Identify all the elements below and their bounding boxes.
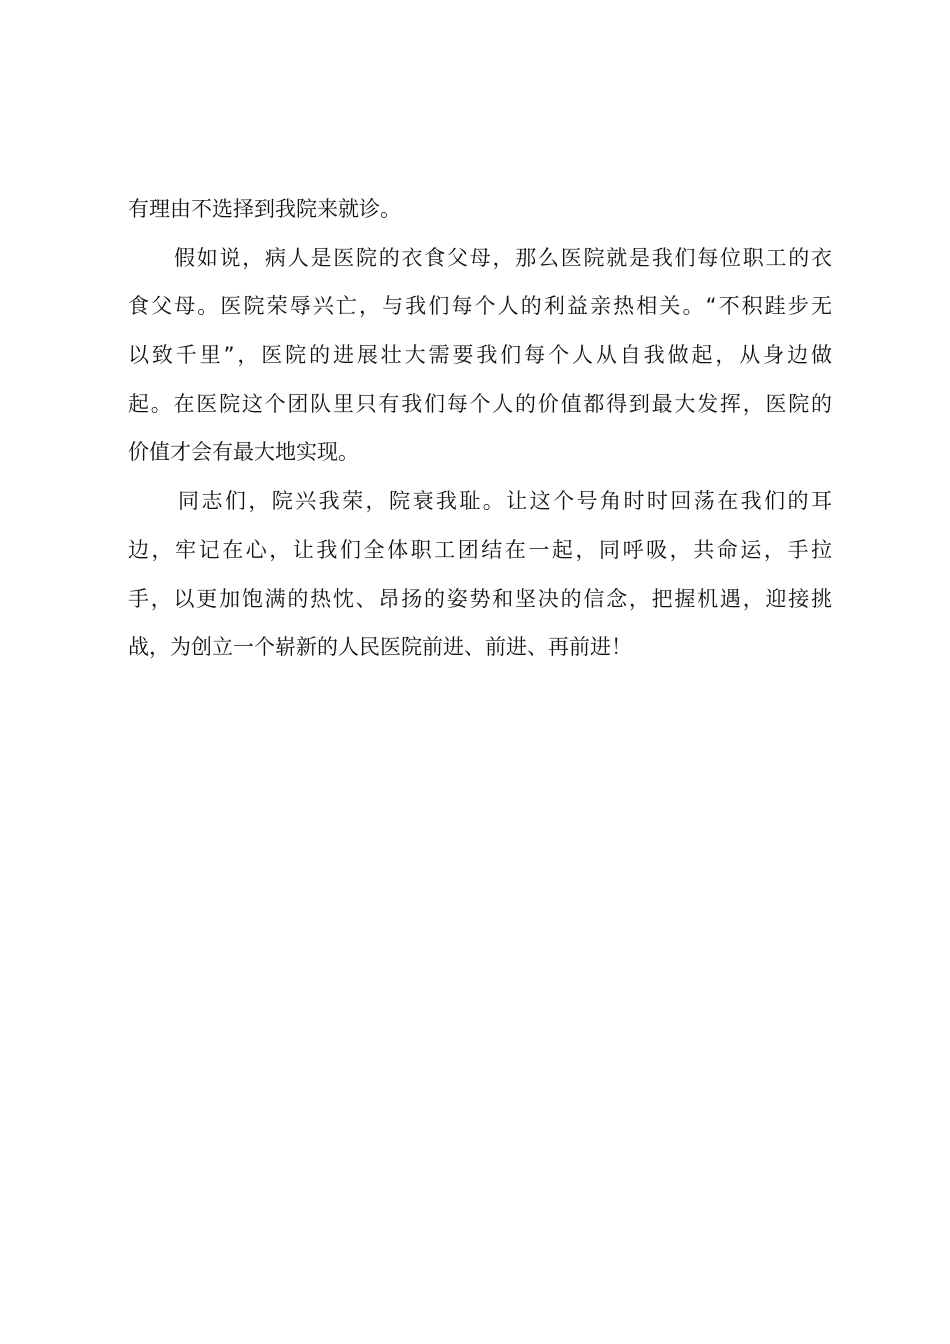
- text-line: 起。在医院这个团队里只有我们每个人的价值都得到最大发挥，医院的: [128, 391, 832, 416]
- text-line: 手，以更加饱满的热忱、昂扬的姿势和坚决的信念，把握机遇，迎接挑: [128, 586, 832, 611]
- text-line: 以致千里”，医院的进展壮大需要我们每个人从自我做起，从身边做: [128, 343, 832, 368]
- paragraph-1: [128, 185, 832, 234]
- text-line: 同志们，院兴我荣，院衰我耻。让这个号角时时回荡在我们的耳: [178, 489, 832, 514]
- document-body: [128, 185, 832, 672]
- text-line: 战，为创立一个崭新的人民医院前进、前进、再前进！: [128, 635, 632, 660]
- paragraph-3: [128, 477, 832, 672]
- text-line: 假如说，病人是医院的衣食父母，那么医院就是我们每位职工的衣: [174, 245, 832, 270]
- text-line: 食父母。医院荣辱兴亡，与我们每个人的利益亲热相关。“不积跬步无: [128, 294, 832, 319]
- text-line: 有理由不选择到我院来就诊。: [128, 197, 401, 221]
- paragraph-2: [128, 234, 832, 477]
- text-line: 价值才会有最大地实现。: [128, 440, 359, 465]
- text-line: 边，牢记在心，让我们全体职工团结在一起，同呼吸，共命运，手拉: [128, 537, 832, 562]
